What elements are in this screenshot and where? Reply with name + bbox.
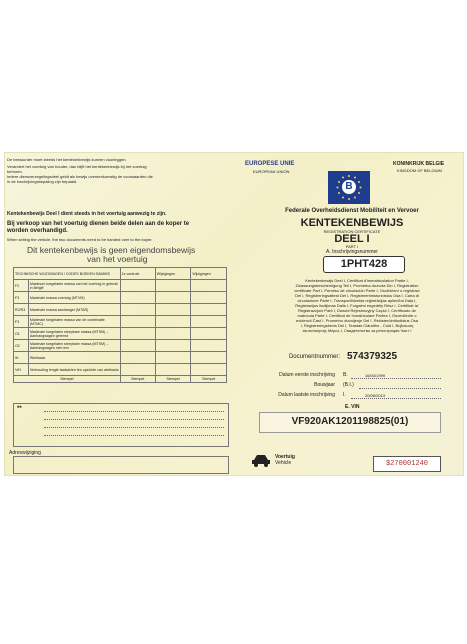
translation-line: Registrazzjoni Parti I, Dowód Rejestracyjny Część I, Certificado de [298,308,416,313]
table-header-cell: Wijzigingen [155,268,191,280]
vehicle-label: Voertuig [275,454,295,460]
table-row [14,292,227,304]
row-code: R2/R3 [14,304,29,316]
table-cell [191,304,227,316]
kingdom-label-en: KINGDOM OF BELGIUM [397,168,442,173]
table-cell [155,292,191,304]
table-row [14,364,227,376]
dotted-line [44,411,224,412]
instructions-text [7,157,229,184]
address-change-box [13,456,229,474]
table-row [14,304,227,316]
notice-line: Bij verkoop van het voertuig dienen beide delen aan de koper te [7,221,190,227]
table-header-cell: TECHNISCHE WIJZIGINGEN / CODES BOEKEN SAMMIS [14,268,121,280]
notice-hand-over [7,221,227,235]
table-cell [120,352,155,364]
table-cell [191,340,227,352]
serial-number: $270001240 [373,456,441,472]
table-cell [191,292,227,304]
stamp-cell: Stempel [155,376,191,383]
row-code: V/H [14,364,29,376]
not-ownership-line2: van het voertuig [87,254,148,264]
table-row [14,328,227,340]
notice-keep-in-vehicle: Kentekenbewijs Deel I dient steeds in het voertuig aanwezig te zijn. [7,211,167,217]
row-desc: Maximale toegelaten massa van de combinatie (MTMC) [28,316,120,328]
address-change-label: Adreswijziging [9,450,41,456]
stamp-cell: Stempel [191,376,227,383]
table-cell [120,292,155,304]
table-row [14,352,227,364]
translation-line: Zulassungsbescheinigung Teil I, Prometna dozvola Dio I, Registration [295,283,419,288]
table-cell [155,328,191,340]
eu-label: EUROPESE UNIE [245,161,295,167]
row-code: O1 [14,328,29,340]
table-cell [155,280,191,292]
part-title-en: PART I [345,244,359,249]
row-desc: Maximale toegelaten sleepbare massa (MTSM) – Aanhangwagen geremd [28,328,120,340]
table-cell [120,304,155,316]
dotted-line [44,427,224,428]
stamp-cell: Stempel [120,376,155,383]
not-ownership-line1: Dit kentekenbewijs is geen eigendomsbewijs [27,245,196,255]
document-number: 574379325 [347,351,398,362]
row-code: F3 [14,316,29,328]
part-title: DEEL I [334,233,370,245]
table-cell [120,280,155,292]
translation-line: matrícula Parte I, Certificat de înmatriculare Partea I, Osvedčenie o [297,313,417,318]
translation-line: certificate Part I, Permiso de circulación Parte I, Osvědčení o registraci [294,288,420,293]
dotted-line [359,388,441,389]
translation-line: circolazione Parte I, Transportlīdzekļa reģistrācijas apliecība Daļa I, [297,298,417,303]
vehicle-label-en: Vehicle [275,460,292,466]
table-cell [155,352,191,364]
instruction-line: behoren. [7,169,23,174]
table-cell [155,364,191,376]
document-title: KENTEKENBEWIJS [300,217,404,229]
row-code: F2 [14,280,29,292]
translation-line: Registracijos liudijimas Dalis I, Forgalmi engedély Rész I, Certifikat ta' [295,303,419,308]
row-code: F3 [14,292,29,304]
table-cell [120,364,155,376]
table-cell [120,316,155,328]
stamp-label: Stempel [14,376,121,383]
table-row [14,316,227,328]
remarks-label: ** [17,406,22,412]
table-cell [155,316,191,328]
first-registration-label: Dalum eerste inschrijving [279,372,335,378]
translation-line: Del I, Registreringsattest Del I, Registreerimistunnistus Osa I, Carta di [295,293,419,298]
eu-label-en: EUROPEAN UNION [253,169,290,174]
table-cell [155,304,191,316]
instruction-line: Verandert het voertuig van houder, dan blijft het kentekenbewijs bij het voertuig [7,164,147,169]
row-desc: Verhouding lengte taalwielen ten opzichte van wielbasis [28,364,120,376]
dotted-line [44,419,224,420]
dotted-line [351,378,441,379]
first-registration-date: 16/04/1999 [365,373,386,378]
table-cell [191,280,227,292]
table-cell [191,316,227,328]
notice-english: When selling the vehicle, the two documents need to be handed over to the buyer. [7,237,153,242]
row-desc: Wielbasis [28,352,120,364]
table-cell [191,364,227,376]
translation-line: I, Registreringsbevis Del I, Teastas Cláraithe - Cuid I, Βεβαίωση [300,323,414,328]
dotted-line [351,398,441,399]
construction-year-label: Bouwjaar [314,382,335,388]
instruction-line: in de inschrijvingsbepaling zijn bepaald. [7,179,78,184]
registration-number-label: A. Inschrijvingsnummer [326,249,378,255]
row-code: W [14,352,29,364]
table-cell [120,328,155,340]
country-code: B [342,180,356,194]
translation-line: evidencii Časť I, Prometno dovoljenje Del I, Rekisteröintitodistus Osa [296,318,418,323]
table-header-row [14,268,227,280]
stamp-row [14,376,227,383]
document-title-en: REGISTRATION CERTIFICATE [323,229,381,234]
table-row [14,340,227,352]
construction-year-code: (B.I.) [343,382,354,388]
federal-service: Federale Overheidsdienst Mobiliteit en Vervoer [285,208,419,214]
document-number-label: Documentnummer: [288,354,340,360]
table-cell [191,352,227,364]
car-icon [251,453,271,467]
translations-block [262,278,452,333]
technical-modifications-table [13,267,227,383]
registration-certificate [4,152,464,476]
last-registration-label: Dalum laatste inschrijving [278,392,335,398]
table-cell [155,340,191,352]
table-header-cell: Wijzigingen [191,268,227,280]
vin-number: VF920AK1201198825(01) [291,416,409,427]
notice-line: worden overhandigd. [7,228,68,234]
first-registration-code: B. [343,372,348,378]
last-registration-code: I. [343,392,346,398]
table-header-cell: 1e controle [120,268,155,280]
row-desc: Maximale toegelaten sleepbare massa (MTSM) – Aanhangwagen niet rem [28,340,120,352]
kingdom-label: KONINKRIJK BELGIE [393,161,445,167]
table-cell [191,328,227,340]
translation-line: ταυτοποίησης Μέρος I, Свидетелство за регистрация Част I [302,328,412,333]
vin-box [259,412,441,433]
instruction-line: De bestuurder moet steeds het kentekenbewijs kunnen voorleggen. [7,157,127,162]
row-desc: Maximale massa aanhanger (MTAR) [28,304,120,316]
translation-line: Kentekenbewijs Deel I, Certificat d'immatriculation Partie I, [305,278,409,283]
remarks-box [13,403,229,447]
last-registration-date: 20/06/2013 [365,393,386,398]
dotted-line [44,435,224,436]
eu-flag-icon [328,171,370,204]
row-desc: Maximum toegelaten massa van het voertuig in gebruik in België [28,280,120,292]
table-cell [120,340,155,352]
row-code: O2 [14,340,29,352]
row-desc: Maximale massa voertuig (MTVM) [28,292,120,304]
instruction-line: Iedere diensverzegelingsdeel geldt als bewijs overeenkomstig de voorwaarden die [7,174,153,179]
table-row [14,280,227,292]
vin-label: E. VIN [345,404,360,410]
license-plate: 1PHT428 [323,256,405,273]
